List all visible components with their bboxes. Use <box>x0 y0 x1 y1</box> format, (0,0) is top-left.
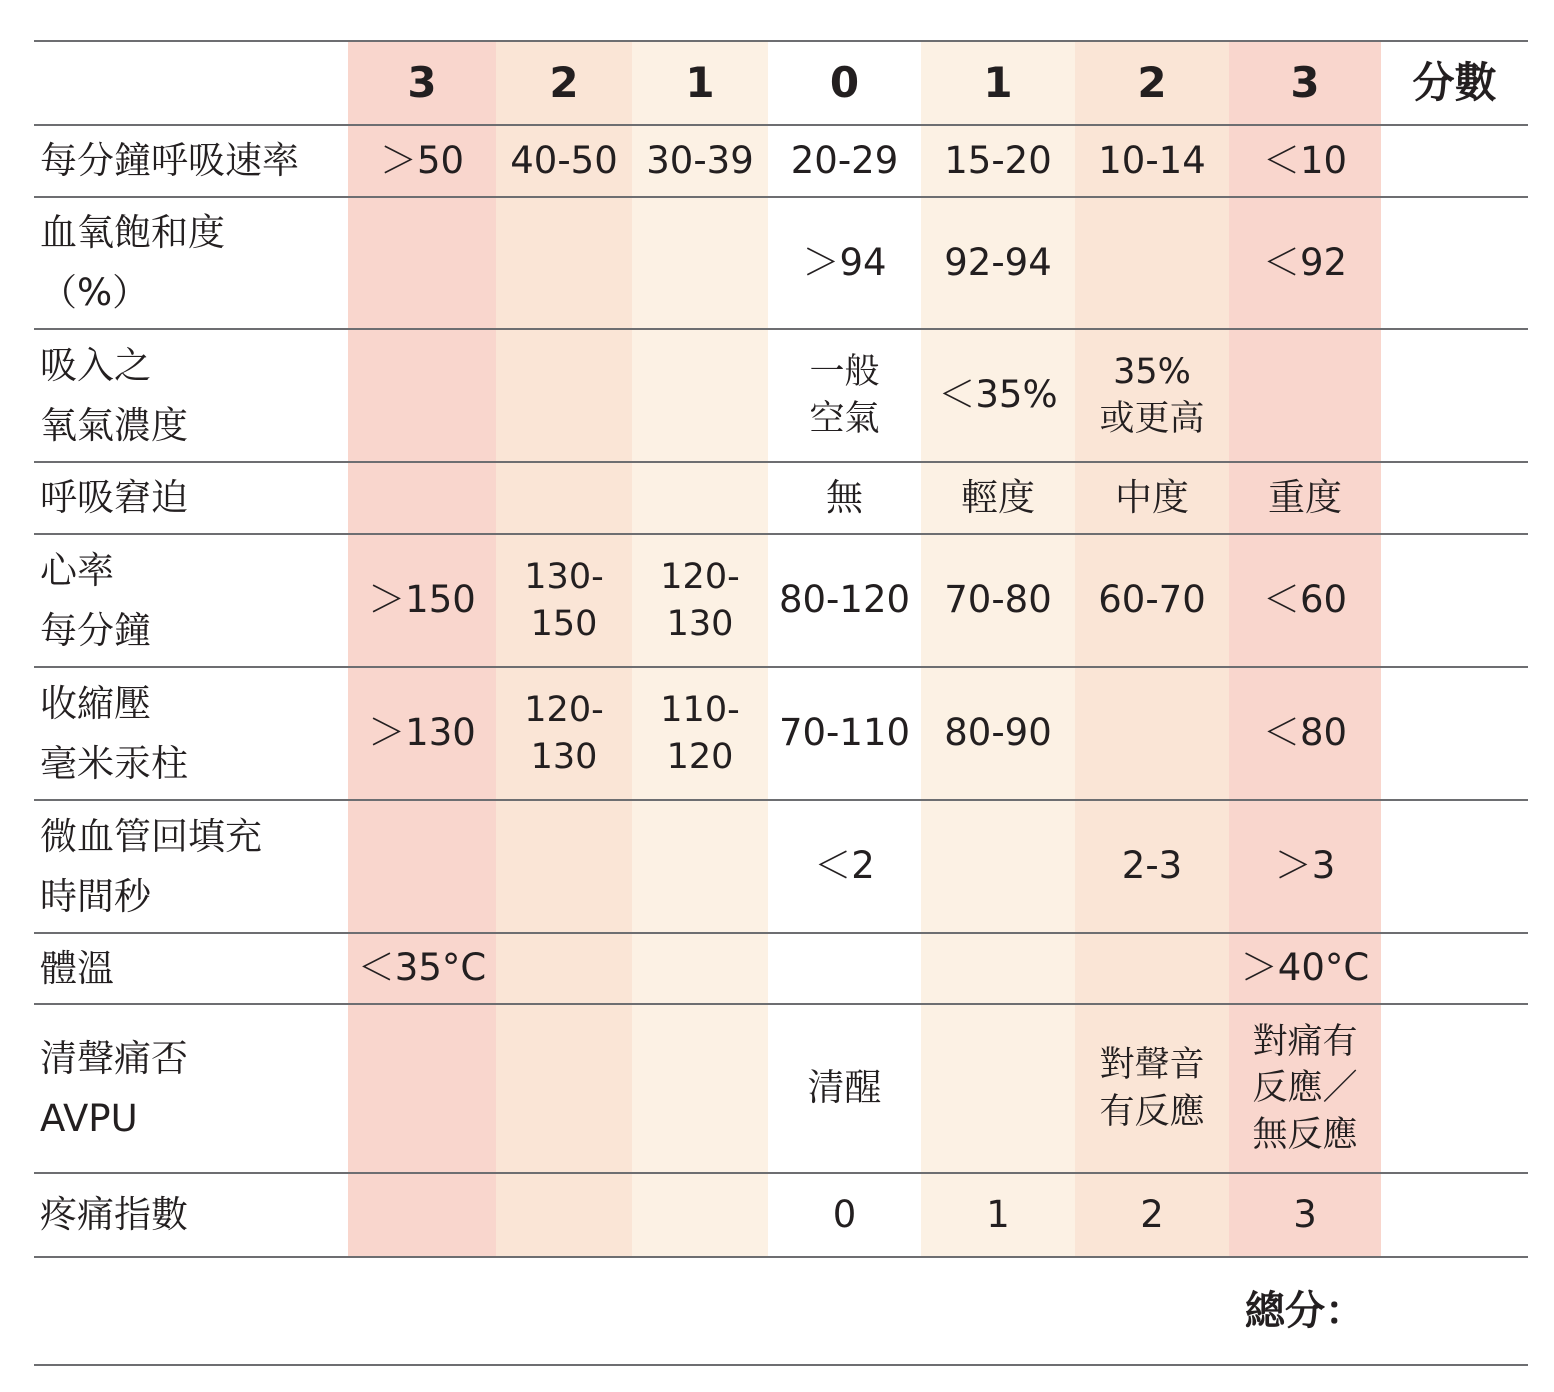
cell-value: 30-39 <box>646 138 754 182</box>
score-entry-cell[interactable] <box>1381 125 1528 197</box>
parameter-label-line: 疼痛指數 <box>40 1193 188 1237</box>
cell-value: 60-70 <box>1098 578 1206 622</box>
cell-score-3-low <box>348 1173 496 1257</box>
parameter-label <box>34 1173 348 1257</box>
cell-value: 反應／ <box>1252 1068 1358 1109</box>
cell-score-2-high <box>1075 462 1229 534</box>
cell-value: 有反應 <box>1099 1091 1205 1132</box>
header-score-3-left: 3 <box>348 41 496 125</box>
table-row <box>34 933 1528 1004</box>
cell-score-0 <box>768 125 921 197</box>
table-row <box>34 800 1528 933</box>
parameter-label <box>34 933 348 1004</box>
cell-value: ＜80 <box>1262 711 1348 755</box>
cell-value: ＜92 <box>1262 240 1348 284</box>
parameter-label-line: AVPU <box>40 1096 138 1140</box>
cell-score-3-low <box>348 933 496 1004</box>
cell-score-1-low <box>632 197 768 329</box>
cell-value: 0 <box>832 1192 857 1236</box>
cell-score-1-high <box>921 329 1075 462</box>
cell-score-1-high <box>921 197 1075 329</box>
cell-score-1-low <box>632 1004 768 1173</box>
cell-score-1-low <box>632 534 768 667</box>
table-row <box>34 197 1528 329</box>
cell-value: 130 <box>530 736 598 777</box>
table-row <box>34 125 1528 197</box>
cell-score-1-low <box>632 125 768 197</box>
cell-value: 150 <box>530 603 598 644</box>
cell-score-1-high <box>921 1004 1075 1173</box>
cell-value: 重度 <box>1268 475 1342 519</box>
cell-value: 120 <box>666 736 734 777</box>
cell-score-3-high <box>1229 800 1381 933</box>
header-score-2-left: 2 <box>496 41 632 125</box>
cell-value: ＜60 <box>1262 578 1348 622</box>
cell-score-2-low <box>496 800 632 933</box>
parameter-label-line: 每分鐘 <box>40 608 151 652</box>
cell-value: 輕度 <box>961 475 1035 519</box>
cell-value: 20-29 <box>790 138 899 182</box>
cell-score-2-high <box>1075 197 1229 329</box>
parameter-label <box>34 800 348 933</box>
cell-score-0 <box>768 1173 921 1257</box>
header-row <box>34 41 1528 125</box>
cell-score-2-high <box>1075 933 1229 1004</box>
cell-score-1-high <box>921 800 1075 933</box>
cell-value: 130- <box>524 556 604 597</box>
cell-value: 40-50 <box>510 138 618 182</box>
cell-value: 無 <box>826 475 863 519</box>
cell-score-3-high <box>1229 1173 1381 1257</box>
cell-value: 無反應 <box>1252 1114 1358 1155</box>
cell-score-1-high <box>921 1173 1075 1257</box>
cell-score-1-low <box>632 462 768 534</box>
score-entry-cell[interactable] <box>1381 462 1528 534</box>
cell-value: 對聲音 <box>1099 1044 1205 1085</box>
header-score-0: 0 <box>768 41 921 125</box>
cell-value: ＞130 <box>368 711 476 755</box>
cell-value: 空氣 <box>809 398 880 439</box>
cell-score-3-low <box>348 329 496 462</box>
total-label: 總分： <box>34 1257 1381 1365</box>
parameter-label <box>34 534 348 667</box>
cell-score-3-high <box>1229 462 1381 534</box>
cell-value: 清醒 <box>807 1066 882 1110</box>
cell-value: ＜35°C <box>357 946 487 990</box>
cell-score-3-low <box>348 1004 496 1173</box>
cell-score-1-high <box>921 933 1075 1004</box>
cell-value: 92-94 <box>944 240 1052 284</box>
cell-score-2-high <box>1075 1173 1229 1257</box>
parameter-label <box>34 1004 348 1173</box>
parameter-label-line: 心率 <box>40 548 114 592</box>
cell-score-1-low <box>632 800 768 933</box>
cell-score-1-high <box>921 534 1075 667</box>
cell-value: 對痛有 <box>1252 1021 1358 1062</box>
parameter-label-line: 時間秒 <box>40 874 151 918</box>
cell-score-2-low <box>496 534 632 667</box>
cell-score-0 <box>768 667 921 800</box>
cell-score-0 <box>768 800 921 933</box>
cell-score-3-low <box>348 667 496 800</box>
cell-score-1-high <box>921 462 1075 534</box>
cell-score-0 <box>768 462 921 534</box>
header-label-cell <box>34 41 348 125</box>
cell-score-2-high <box>1075 667 1229 800</box>
score-entry-cell[interactable] <box>1381 197 1528 329</box>
cell-value: ＜35% <box>938 373 1058 417</box>
cell-value: ＞40°C <box>1240 946 1370 990</box>
parameter-label-line: 氧氣濃度 <box>40 403 188 447</box>
cell-score-2-low <box>496 933 632 1004</box>
parameter-label-line: 血氧飽和度 <box>40 211 225 255</box>
cell-score-2-high <box>1075 329 1229 462</box>
parameter-label-line: 體溫 <box>40 946 114 990</box>
cell-value: ＞150 <box>368 578 476 622</box>
table-row <box>34 462 1528 534</box>
cell-score-2-low <box>496 1173 632 1257</box>
cell-value: 一般 <box>809 351 880 392</box>
cell-score-3-high <box>1229 933 1381 1004</box>
header-score-2-right: 2 <box>1075 41 1229 125</box>
cell-value: ＜2 <box>814 844 875 888</box>
cell-score-2-low <box>496 1004 632 1173</box>
table-row <box>34 534 1528 667</box>
cell-value: 中度 <box>1115 475 1189 519</box>
parameter-label-line: 毫米汞柱 <box>40 741 188 785</box>
parameter-label-line: 收縮壓 <box>40 681 151 725</box>
cell-value: 70-80 <box>944 578 1052 622</box>
parameter-label-line: 呼吸窘迫 <box>40 476 188 520</box>
cell-score-3-low <box>348 462 496 534</box>
score-entry-cell[interactable] <box>1381 329 1528 462</box>
cell-score-0 <box>768 197 921 329</box>
score-entry-cell[interactable] <box>1381 1173 1528 1257</box>
parameter-label <box>34 125 348 197</box>
table-row <box>34 1173 1528 1257</box>
cell-value: 120- <box>524 689 604 730</box>
score-entry-cell[interactable] <box>1381 1004 1528 1173</box>
cell-value: 2 <box>1140 1192 1164 1236</box>
cell-score-1-low <box>632 329 768 462</box>
table-row <box>34 667 1528 800</box>
cell-score-2-high <box>1075 800 1229 933</box>
cell-score-3-low <box>348 534 496 667</box>
header-score-1-right: 1 <box>921 41 1075 125</box>
cell-score-1-high <box>921 125 1075 197</box>
early-warning-score-sheet <box>34 40 1528 1366</box>
cell-value: 130 <box>666 603 734 644</box>
cell-value: ＞3 <box>1274 844 1336 888</box>
cell-value: 1 <box>986 1192 1010 1236</box>
cell-score-2-low <box>496 197 632 329</box>
cell-value: 80-120 <box>778 578 911 622</box>
cell-score-2-high <box>1075 125 1229 197</box>
score-entry-cell[interactable] <box>1381 534 1528 667</box>
table-row <box>34 1004 1528 1173</box>
cell-score-3-high <box>1229 197 1381 329</box>
cell-score-3-low <box>348 125 496 197</box>
cell-score-0 <box>768 329 921 462</box>
cell-score-3-low <box>348 800 496 933</box>
cell-score-2-low <box>496 667 632 800</box>
cell-score-2-high <box>1075 1004 1229 1173</box>
cell-score-0 <box>768 1004 921 1173</box>
parameter-label-line: （%） <box>40 271 150 314</box>
header-score-3-right: 3 <box>1229 41 1381 125</box>
score-entry-cell[interactable] <box>1381 800 1528 933</box>
header-score-column: 分數 <box>1381 41 1528 125</box>
header-score-1-left: 1 <box>632 41 768 125</box>
cell-value: 80-90 <box>944 711 1052 755</box>
cell-value: 110- <box>660 689 740 730</box>
cell-score-2-low <box>496 125 632 197</box>
cell-value: 15-20 <box>944 138 1052 182</box>
cell-score-0 <box>768 534 921 667</box>
score-table <box>34 40 1528 1366</box>
score-table-body <box>34 125 1528 1365</box>
table-row <box>34 329 1528 462</box>
parameter-label <box>34 462 348 534</box>
cell-value: 或更高 <box>1099 398 1205 439</box>
total-row <box>34 1257 1528 1365</box>
cell-score-2-low <box>496 329 632 462</box>
score-entry-cell[interactable] <box>1381 667 1528 800</box>
cell-score-1-high <box>921 667 1075 800</box>
parameter-label <box>34 329 348 462</box>
score-entry-cell[interactable] <box>1381 933 1528 1004</box>
cell-score-3-high <box>1229 667 1381 800</box>
cell-value: 35% <box>1113 351 1191 392</box>
cell-value: ＞50 <box>379 138 465 182</box>
cell-score-2-high <box>1075 534 1229 667</box>
cell-value: 120- <box>660 556 740 597</box>
parameter-label-line: 每分鐘呼吸速率 <box>40 139 299 183</box>
cell-score-3-high <box>1229 534 1381 667</box>
cell-score-3-high <box>1229 329 1381 462</box>
cell-score-1-low <box>632 933 768 1004</box>
parameter-label-line: 清聲痛否 <box>40 1036 188 1080</box>
parameter-label-line: 吸入之 <box>40 343 151 387</box>
cell-score-2-low <box>496 462 632 534</box>
cell-value: 10-14 <box>1098 138 1206 182</box>
parameter-label-line: 微血管回填充 <box>40 814 262 858</box>
cell-value: 3 <box>1293 1192 1317 1236</box>
cell-value: 70-110 <box>778 711 911 755</box>
parameter-label <box>34 667 348 800</box>
cell-score-3-high <box>1229 1004 1381 1173</box>
cell-value: ＜10 <box>1262 138 1348 182</box>
cell-score-1-low <box>632 1173 768 1257</box>
total-score-cell[interactable] <box>1381 1257 1528 1365</box>
cell-score-3-high <box>1229 125 1381 197</box>
cell-score-3-low <box>348 197 496 329</box>
cell-value: ＞94 <box>802 240 887 284</box>
parameter-label <box>34 197 348 329</box>
cell-value: 2-3 <box>1121 844 1183 888</box>
cell-score-0 <box>768 933 921 1004</box>
cell-score-1-low <box>632 667 768 800</box>
